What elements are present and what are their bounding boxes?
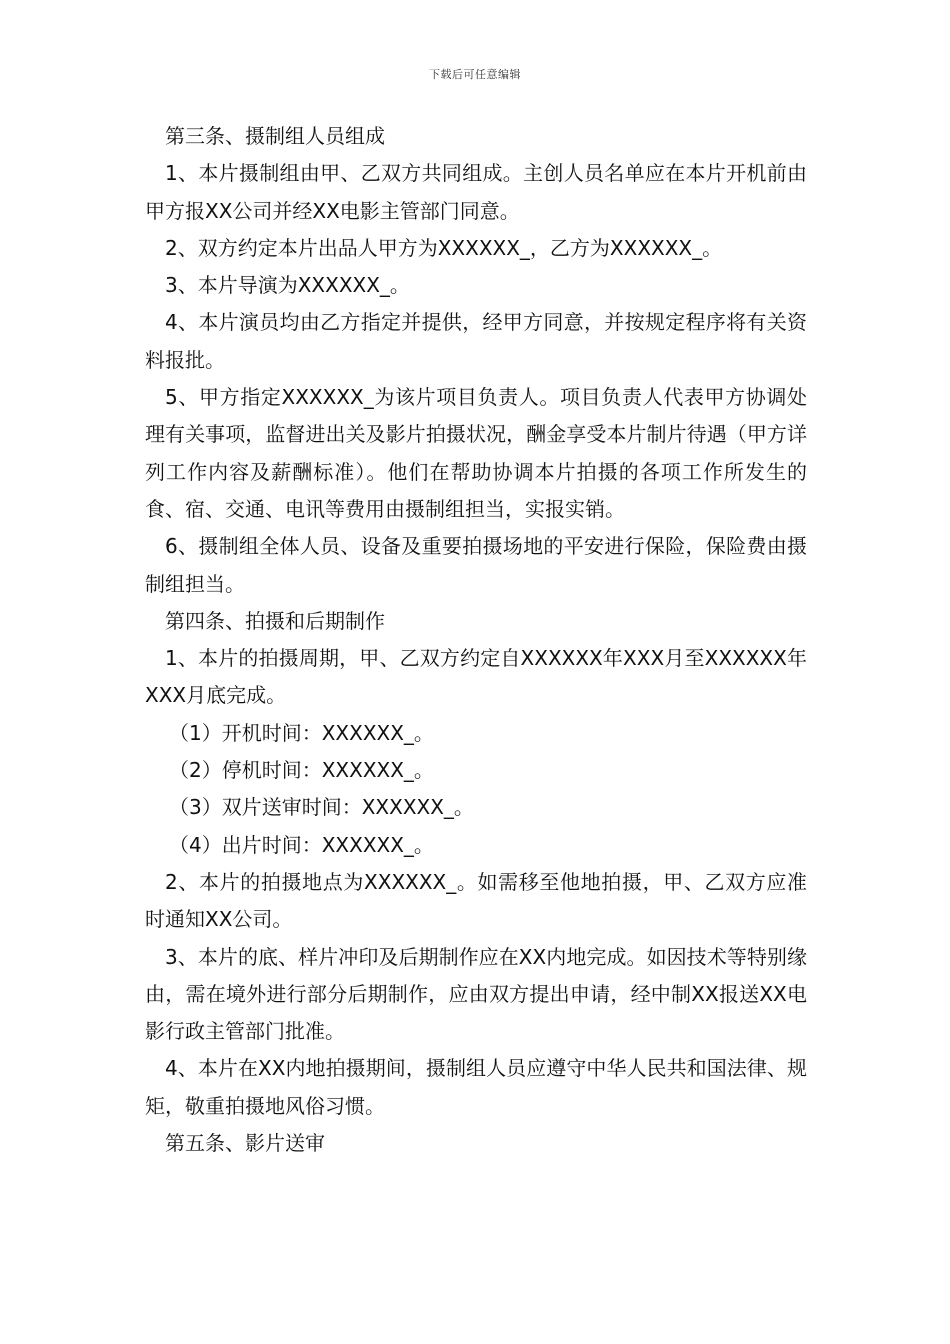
paragraph: 1、本片摄制组由甲、乙双方共同组成。主创人员名单应在本片开机前由甲方报XX公司并经XX电影主管部门同意。: [145, 161, 807, 223]
paragraph: 3、本片导演为XXXXXX_。: [165, 273, 410, 298]
section-heading-5: 第五条、影片送审: [165, 1131, 325, 1156]
section-heading-4: 第四条、拍摄和后期制作: [165, 608, 385, 633]
document-body: [145, 118, 807, 1162]
paragraph: 3、本片的底、样片冲印及后期制作应在XX内地完成。如因技术等特别缘由，需在境外进行部分后期制作，应由双方提出申请，经中制XX报送XX电影行政主管部门批准。: [145, 944, 807, 1044]
paragraph: 6、摄制组全体人员、设备及重要拍摄场地的平安进行保险，保险费由摄制组担当。: [145, 534, 807, 596]
section-heading-3: 第三条、摄制组人员组成: [165, 124, 385, 148]
schedule-item: （3）双片送审时间：XXXXXX_。: [169, 795, 474, 820]
schedule-item: （2）停机时间：XXXXXX_。: [169, 758, 434, 783]
page-header: 下载后可任意编辑: [429, 68, 521, 81]
paragraph: 2、本片的拍摄地点为XXXXXX_。如需移至他地拍摄，甲、乙双方应准时通知XX公司。: [145, 869, 807, 932]
paragraph: 4、本片演员均由乙方指定并提供，经甲方同意，并按规定程序将有关资料报批。: [145, 310, 807, 372]
schedule-item: （4）出片时间：XXXXXX_。: [169, 832, 434, 857]
paragraph: 5、甲方指定XXXXXX_为该片项目负责人。项目负责人代表甲方协调处理有关事项，监督进出关及影片拍摄状况，酬金享受本片制片待遇（甲方详列工作内容及薪酬标准）。他们在帮助协调本片拍摄的各项工作所发生的食、宿、交通、电讯等费用由摄制组担当，实报实销。: [145, 385, 807, 521]
schedule-item: （1）开机时间：XXXXXX_。: [169, 720, 434, 745]
paragraph: 1、本片的拍摄周期，甲、乙双方约定自XXXXXX年XXX月至XXXXXX年XXX月底完成。: [145, 646, 807, 708]
paragraph: 4、本片在XX内地拍摄期间，摄制组人员应遵守中华人民共和国法律、规矩，敬重拍摄地风俗习惯。: [145, 1056, 807, 1118]
paragraph: 2、双方约定本片出品人甲方为XXXXXX_，乙方为XXXXXX_。: [165, 235, 723, 260]
